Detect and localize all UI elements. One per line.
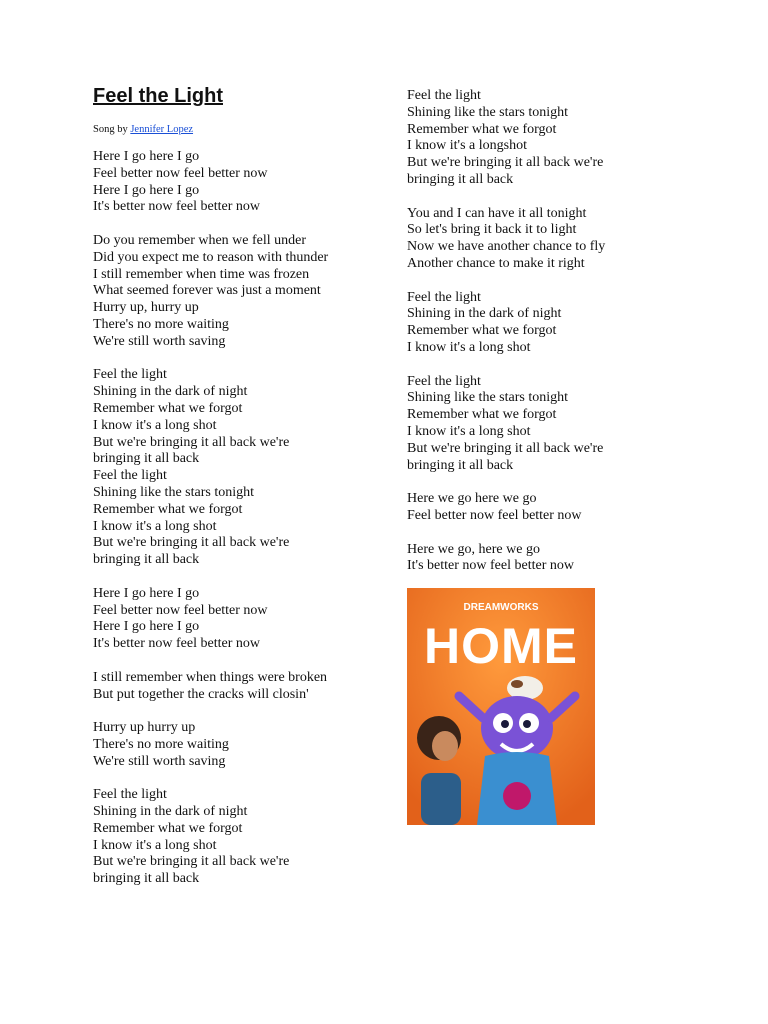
stanza <box>407 542 707 576</box>
lyric-line: Here I go here I go <box>93 149 200 164</box>
lyric-line: But put together the cracks will closin' <box>93 686 309 702</box>
stanza <box>407 491 707 525</box>
lyric-line: Shining like the stars tonight <box>93 484 254 500</box>
lyric-line: Here I go here I go <box>93 619 200 635</box>
lyric-line: Remember what we forgot <box>93 501 243 517</box>
lyric-line: Feel better now feel better now <box>407 507 582 523</box>
lyric-line: Now we have another chance to fly <box>407 239 606 255</box>
lyric-line: I know it's a long shot <box>93 837 217 853</box>
lyric-line: There's no more waiting <box>93 316 229 332</box>
lyric-line: Hurry up hurry up <box>93 720 196 736</box>
lyric-line: Did you expect me to reason with thunder <box>93 249 329 265</box>
lyric-line: I still remember when things were broken <box>93 669 328 685</box>
stanza <box>93 670 393 704</box>
stanza <box>93 233 393 351</box>
lyric-line: Shining in the dark of night <box>407 306 562 322</box>
lyric-line: Shining in the dark of night <box>93 384 248 400</box>
lyric-line: It's better now feel better now <box>93 636 260 652</box>
lyric-line: Here I go here I go <box>93 182 200 198</box>
lyric-line: Feel the light <box>407 88 481 103</box>
lyric-line: But we're bringing it all back we're <box>93 854 290 870</box>
lyric-line: Hurry up, hurry up <box>93 300 199 316</box>
lyric-line: Another chance to make it right <box>407 255 585 271</box>
lyric-line: I know it's a long shot <box>407 339 531 355</box>
lyric-line: We're still worth saving <box>93 333 226 349</box>
suit-mark <box>503 782 531 810</box>
lyric-line: We're still worth saving <box>93 753 226 769</box>
lyric-line: Shining like the stars tonight <box>407 104 568 120</box>
lyric-line: Feel the light <box>93 367 167 383</box>
stanza <box>93 586 393 653</box>
lyric-line: It's better now feel better now <box>93 199 260 215</box>
left-column <box>93 84 393 888</box>
lyric-line: But we're bringing it all back we're <box>407 155 604 171</box>
lyric-line: Do you remember when we fell under <box>93 232 307 248</box>
stanza <box>407 206 707 273</box>
lyric-line: Feel the light <box>93 787 167 803</box>
movie-poster <box>407 588 595 825</box>
lyric-line: bringing it all back <box>93 552 200 568</box>
lyric-line: So let's bring it back it to light <box>407 222 577 238</box>
lyric-line: bringing it all back <box>407 171 514 187</box>
lyric-line: Feel better now feel better now <box>93 602 268 618</box>
stanza <box>407 374 707 475</box>
lyric-line: Feel the light <box>407 289 481 305</box>
lyric-line: Here I go here I go <box>93 585 200 601</box>
lyric-line: I still remember when time was frozen <box>93 266 310 282</box>
lyric-line: I know it's a long shot <box>93 518 217 534</box>
lyric-line: Remember what we forgot <box>93 400 243 416</box>
lyric-line: I know it's a longshot <box>407 138 527 154</box>
byline-prefix: Song by <box>93 124 131 135</box>
stanza <box>93 149 393 216</box>
stanza <box>407 290 707 357</box>
poster-title: HOME <box>424 618 578 674</box>
lyric-line: bringing it all back <box>407 457 514 473</box>
lyric-line: But we're bringing it all back we're <box>93 434 290 450</box>
right-column <box>407 88 707 575</box>
right-lyrics <box>407 88 707 575</box>
left-lyrics <box>93 149 393 888</box>
lyric-line: Remember what we forgot <box>407 323 557 339</box>
poster-artwork <box>407 588 595 825</box>
lyric-line: It's better now feel better now <box>407 558 574 574</box>
lyric-line: bringing it all back <box>93 871 200 887</box>
lyric-line: Shining like the stars tonight <box>407 390 568 406</box>
lyric-line: Feel the light <box>93 468 167 484</box>
lyric-line: Remember what we forgot <box>93 820 243 836</box>
stanza <box>93 787 393 888</box>
lyric-line: You and I can have it all tonight <box>407 205 587 221</box>
lyric-line: I know it's a long shot <box>93 417 217 433</box>
lyric-line: There's no more waiting <box>93 736 229 752</box>
artist-link[interactable]: Jennifer Lopez <box>130 124 194 135</box>
lyric-line: Shining in the dark of night <box>93 804 248 820</box>
lyric-line: Remember what we forgot <box>407 121 557 137</box>
byline <box>93 123 393 137</box>
stanza <box>93 367 393 569</box>
lyric-line: What seemed forever was just a moment <box>93 283 321 299</box>
lyric-line: I know it's a long shot <box>407 423 531 439</box>
lyric-line: Feel the light <box>407 373 481 389</box>
lyric-line: Here we go, here we go <box>407 541 540 557</box>
song-title: Feel the Light <box>93 85 223 107</box>
lyric-line: Here we go here we go <box>407 491 537 507</box>
stanza <box>93 720 393 770</box>
stanza <box>407 88 707 189</box>
lyric-line: But we're bringing it all back we're <box>93 535 290 551</box>
lyric-line: But we're bringing it all back we're <box>407 440 604 456</box>
lyric-line: bringing it all back <box>93 451 200 467</box>
lyric-line: Remember what we forgot <box>407 407 557 423</box>
poster-brand: DREAMWORKS <box>463 602 539 613</box>
lyric-line: Feel better now feel better now <box>93 165 268 181</box>
